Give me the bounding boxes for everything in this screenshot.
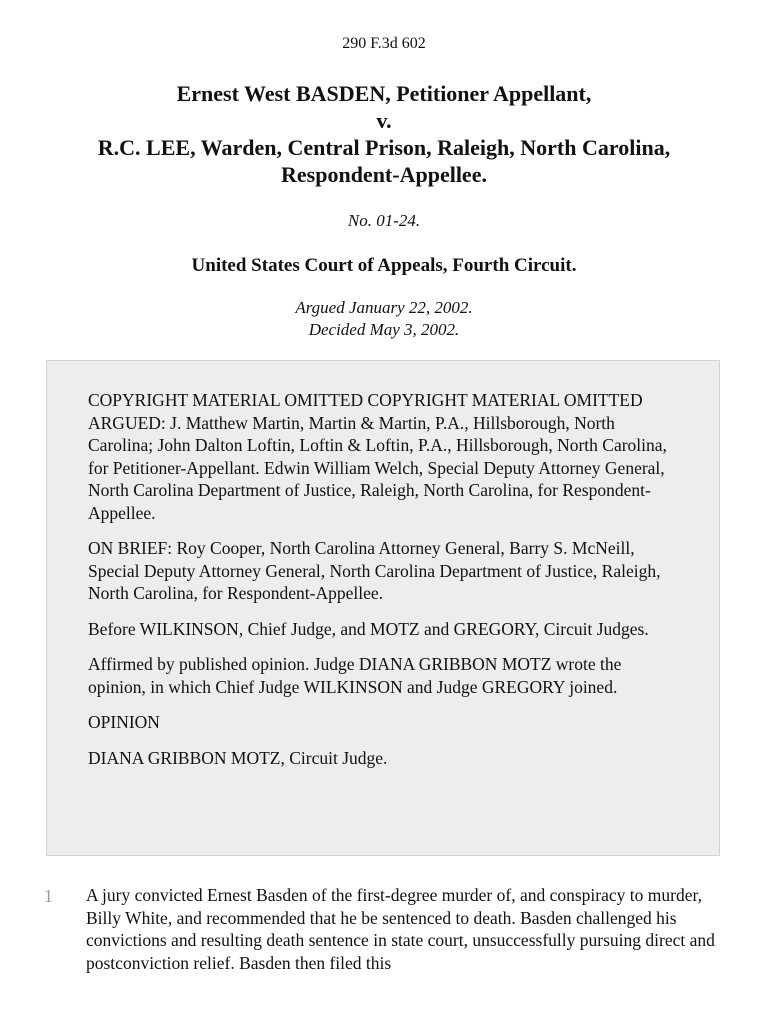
counsel-on-brief: ON BRIEF: Roy Cooper, North Carolina Attorney General, Barry S. McNeill, Special Deputy Attorney General, North Carolina Department of Justice, Raleigh, North Carolina, for Respondent-Appellee. xyxy=(88,538,661,603)
argued-date: Argued January 22, 2002. xyxy=(295,298,473,317)
citation: 290 F.3d 602 xyxy=(342,35,426,52)
docket-number: No. 01-24. xyxy=(347,211,421,230)
caption-petitioner: Ernest West BASDEN, Petitioner Appellant, xyxy=(176,81,592,106)
synopsis-box xyxy=(46,360,720,856)
panel-judges: Before WILKINSON, Chief Judge, and MOTZ and GREGORY, Circuit Judges. xyxy=(88,618,649,639)
court-name: United States Court of Appeals, Fourth Circuit. xyxy=(191,255,577,276)
paragraph-number: 1 xyxy=(44,886,53,906)
case-dates xyxy=(0,297,768,341)
counsel-argued: COPYRIGHT MATERIAL OMITTED COPYRIGHT MATERIAL OMITTED ARGUED: J. Matthew Martin, Martin & Martin, P.A., Hillsborough, North Carolina; John Dalton Loftin, Loftin & Loftin, P.A., Hillsborough, North Carolina, for Petitioner-Appellant. Edwin William Welch, Special Deputy Attorney General, North Carolina Department of Justice, Raleigh, North Carolina, for Respondent-Appellee. xyxy=(88,390,667,523)
opinion-author: DIANA GRIBBON MOTZ, Circuit Judge. xyxy=(88,747,388,768)
opinion-paragraph: A jury convicted Ernest Basden of the first-degree murder of, and conspiracy to murder, Billy White, and recommended that he be sentenced to death. Basden challenged his convictions and resulting death sentence in state court, unsuccessfully pursuing direct and postconviction relief. Basden then filed this xyxy=(86,885,715,973)
caption-respondent-role: Respondent-Appellee. xyxy=(281,162,487,187)
opinion-heading: OPINION xyxy=(88,712,160,732)
caption-respondent: R.C. LEE, Warden, Central Prison, Raleigh, North Carolina, xyxy=(97,135,671,160)
disposition: Affirmed by published opinion. Judge DIANA GRIBBON MOTZ wrote the opinion, in which Chief Judge WILKINSON and Judge GREGORY joined. xyxy=(88,654,622,697)
caption-versus: v. xyxy=(376,108,392,133)
decided-date: Decided May 3, 2002. xyxy=(308,320,460,339)
case-caption xyxy=(0,80,768,188)
